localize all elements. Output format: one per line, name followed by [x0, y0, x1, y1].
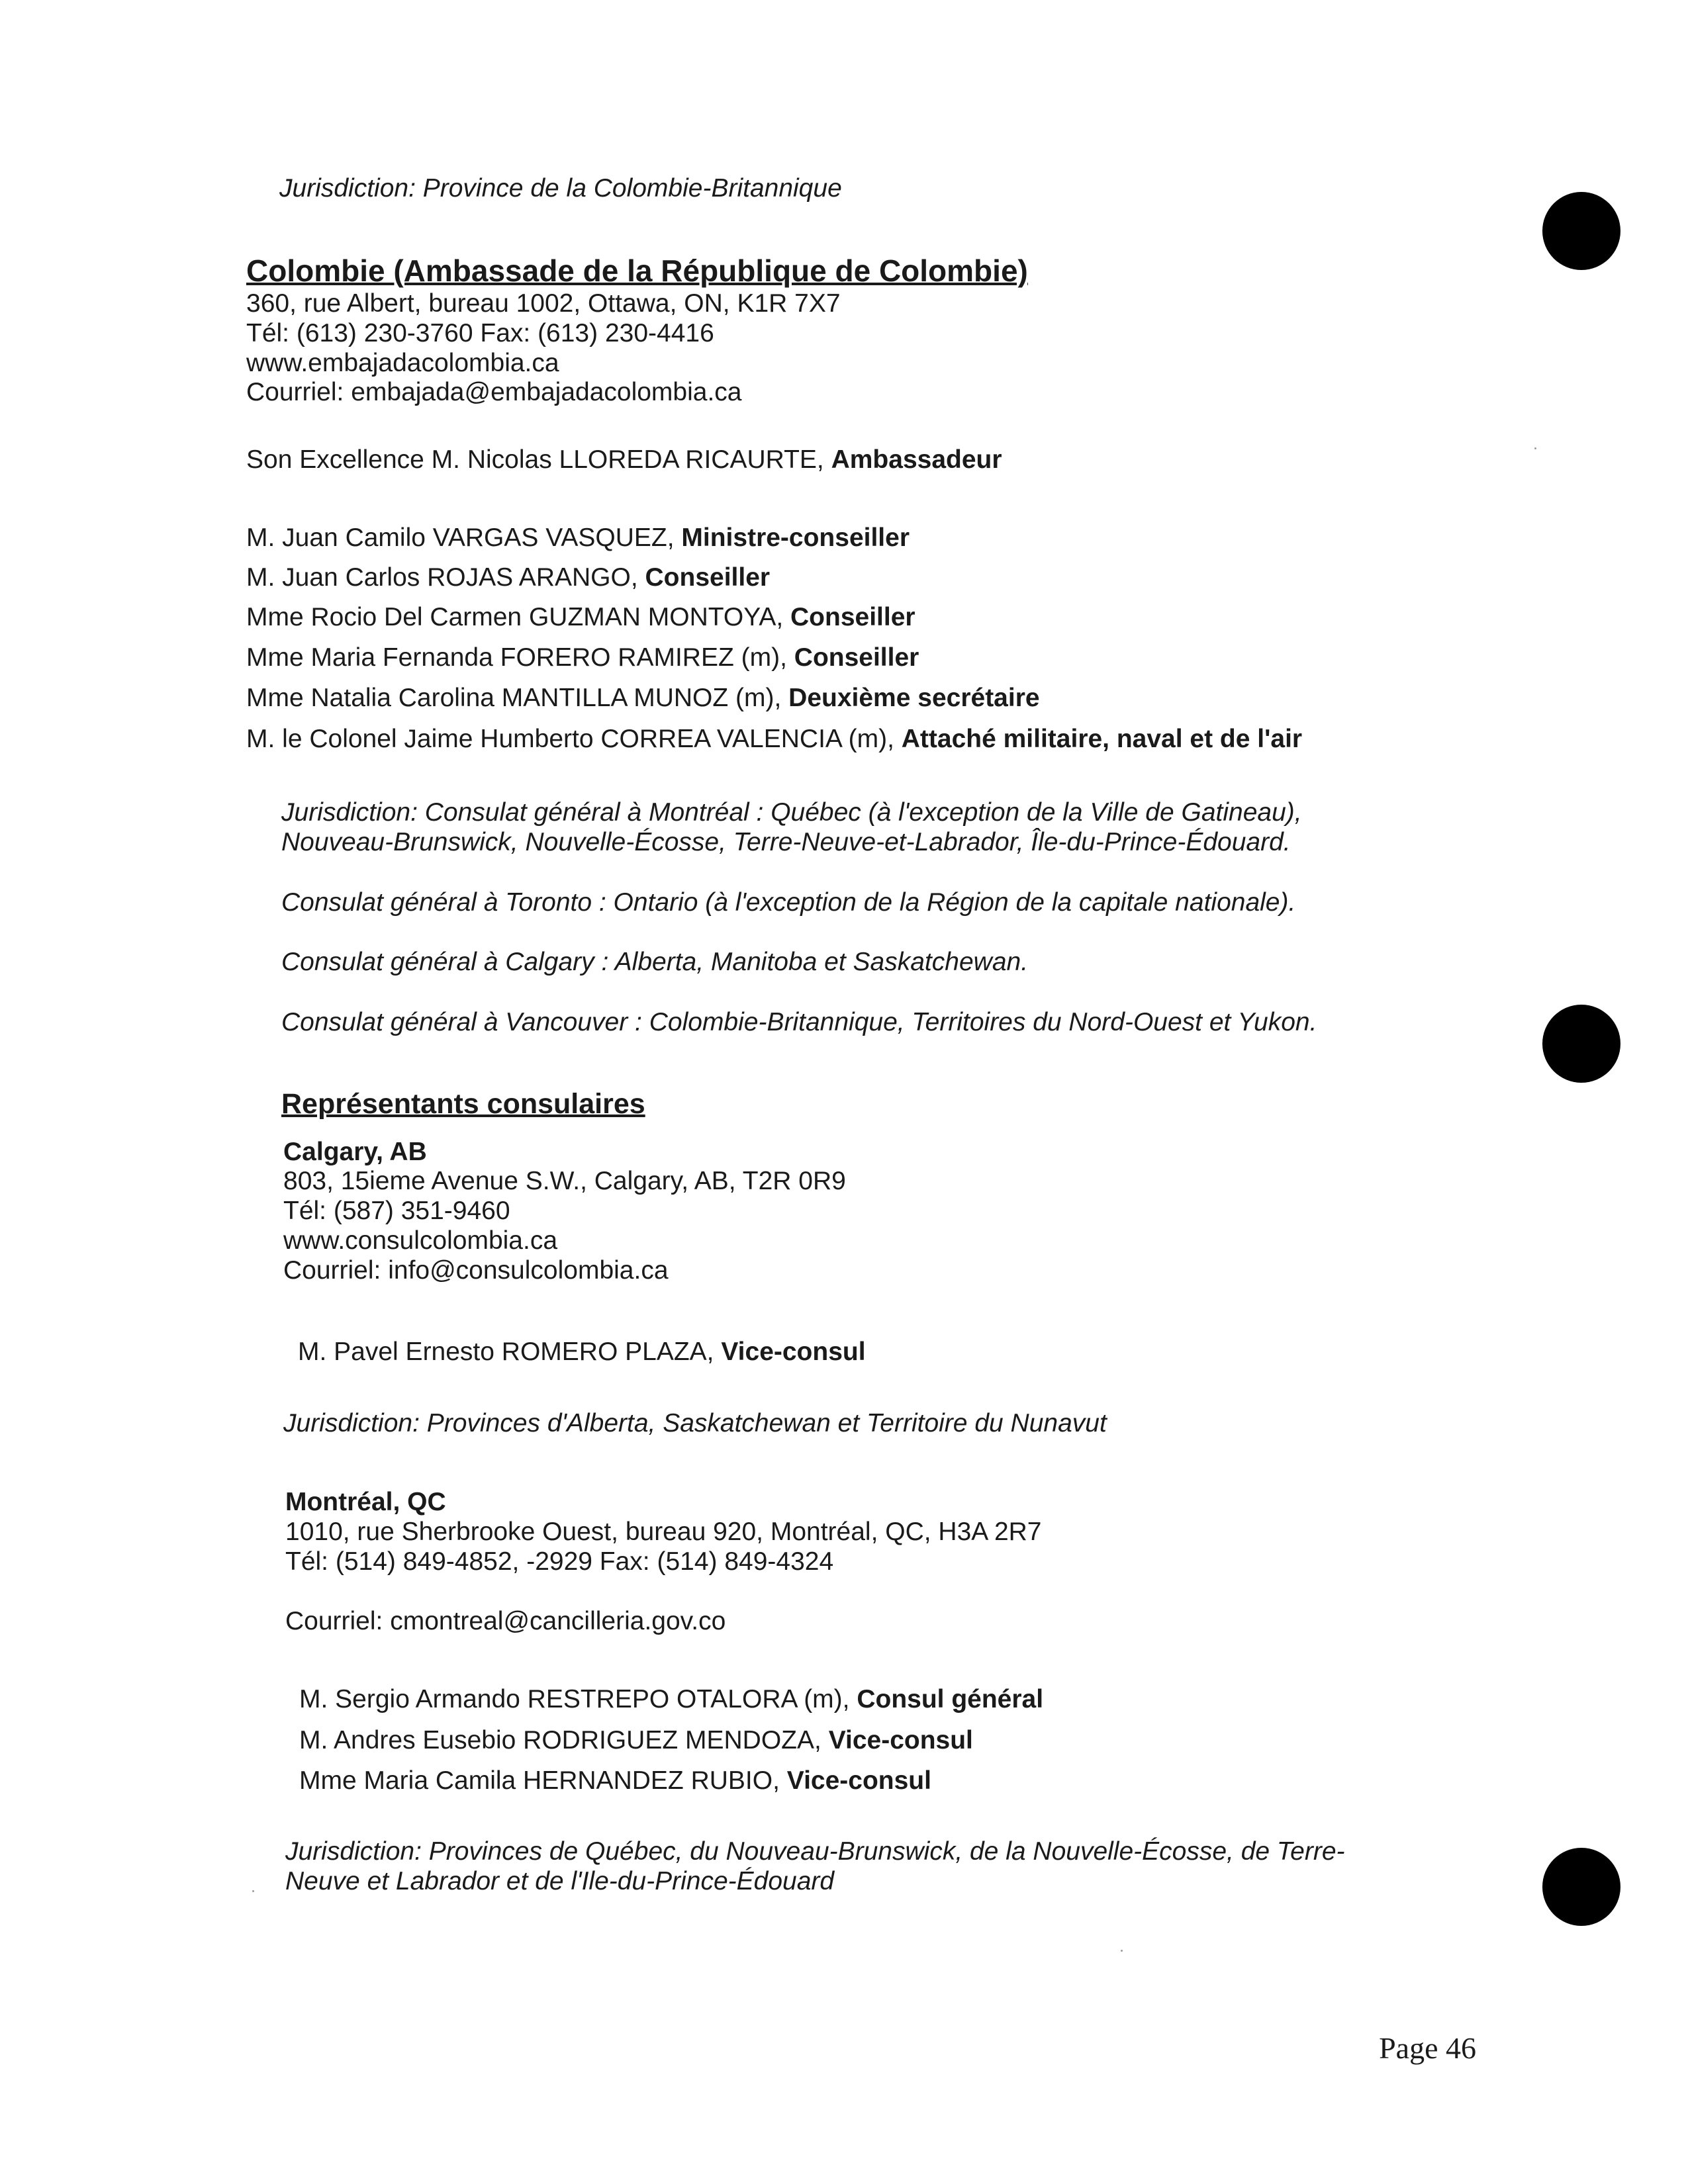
calgary-email: Courriel: info@consulcolombia.ca	[283, 1256, 669, 1285]
staff-title: Vice-consul	[786, 1766, 931, 1795]
embassy-email: Courriel: embajada@embajadacolombia.ca	[246, 378, 742, 406]
embassy-jurisdiction-line: Consulat général à Calgary : Alberta, Manitoba et Saskatchewan.	[281, 948, 1029, 976]
staff-name: Mme Natalia Carolina MANTILLA MUNOZ (m),	[246, 684, 789, 712]
staff-title: Deuxième secrétaire	[788, 684, 1040, 712]
staff-entry	[246, 643, 919, 673]
embassy-phone-fax: Tél: (613) 230-3760 Fax: (613) 230-4416	[246, 319, 714, 347]
staff-name: Mme Maria Camila HERNANDEZ RUBIO,	[299, 1766, 787, 1795]
montreal-staff-entry	[299, 1766, 931, 1796]
staff-title: Vice-consul	[721, 1338, 866, 1366]
staff-name: M. Pavel Ernesto ROMERO PLAZA,	[298, 1338, 722, 1366]
montreal-email: Courriel: cmontreal@cancilleria.gov.co	[285, 1607, 726, 1635]
staff-name: M. Juan Camilo VARGAS VASQUEZ,	[246, 523, 682, 552]
staff-entry	[246, 683, 1040, 713]
staff-title: Conseiller	[645, 563, 771, 592]
staff-name: M. Andres Eusebio RODRIGUEZ MENDOZA,	[299, 1726, 829, 1754]
staff-title: Conseiller	[794, 643, 919, 672]
staff-title: Vice-consul	[828, 1726, 973, 1754]
staff-title: Ministre-conseiller	[681, 523, 910, 552]
embassy-jurisdiction-line: Consulat général à Vancouver : Colombie-Britannique, Territoires du Nord-Ouest et Yukon.	[281, 1008, 1317, 1036]
montreal-staff-entry	[299, 1725, 973, 1756]
staff-name: M. le Colonel Jaime Humberto CORREA VALENCIA (m),	[246, 725, 902, 753]
calgary-city: Calgary, AB	[283, 1138, 427, 1166]
embassy-jurisdiction-line: Consulat général à Toronto : Ontario (à l'exception de la Région de la capitale nationale).	[281, 888, 1296, 917]
staff-name: Mme Rocio Del Carmen GUZMAN MONTOYA,	[246, 603, 791, 631]
staff-entry	[246, 563, 770, 593]
scan-speck	[1534, 447, 1536, 449]
staff-title: Consul général	[857, 1685, 1044, 1713]
page-number: Page 46	[1379, 2031, 1476, 2065]
staff-name: M. Juan Carlos ROJAS ARANGO,	[246, 563, 645, 592]
binder-hole-bottom	[1542, 1848, 1620, 1926]
staff-entry	[246, 523, 910, 553]
binder-hole-top	[1542, 192, 1620, 270]
staff-name: Mme Maria Fernanda FORERO RAMIREZ (m),	[246, 643, 794, 672]
montreal-jurisdiction-line: Jurisdiction: Provinces de Québec, du Nouveau-Brunswick, de la Nouvelle-Écosse, de Terre-	[285, 1837, 1345, 1866]
scan-speck	[252, 1890, 254, 1892]
staff-title: Conseiller	[790, 603, 915, 631]
embassy-jurisdiction-line: Nouveau-Brunswick, Nouvelle-Écosse, Terre-Neuve-et-Labrador, Île-du-Prince-Édouard.	[281, 828, 1291, 856]
scan-speck	[1121, 1950, 1123, 1952]
embassy-address: 360, rue Albert, bureau 1002, Ottawa, ON, K1R 7X7	[246, 289, 841, 318]
calgary-jurisdiction: Jurisdiction: Provinces d'Alberta, Saskatchewan et Territoire du Nunavut	[283, 1409, 1107, 1437]
consular-heading: Représentants consulaires	[281, 1088, 645, 1120]
staff-title: Attaché militaire, naval et de l'air	[901, 725, 1303, 753]
montreal-phone-fax: Tél: (514) 849-4852, -2929 Fax: (514) 849-4324	[285, 1547, 834, 1576]
binder-hole-middle	[1542, 1005, 1620, 1083]
montreal-address: 1010, rue Sherbrooke Ouest, bureau 920, Montréal, QC, H3A 2R7	[285, 1518, 1042, 1546]
montreal-jurisdiction-line: Neuve et Labrador et de l'Ile-du-Prince-Édouard	[285, 1867, 835, 1895]
embassy-website: www.embajadacolombia.ca	[246, 349, 559, 377]
montreal-city: Montréal, QC	[285, 1488, 446, 1516]
montreal-staff-entry	[299, 1684, 1043, 1715]
previous-entry-jurisdiction: Jurisdiction: Province de la Colombie-Britannique	[279, 174, 842, 203]
ambassador-name: Son Excellence M. Nicolas LLOREDA RICAURTE,	[246, 445, 831, 474]
embassy-title: Colombie (Ambassade de la République de Colombie)	[246, 253, 1028, 288]
embassy-jurisdiction-line: Jurisdiction: Consulat général à Montréal : Québec (à l'exception de la Ville de Gatineau),	[281, 798, 1302, 827]
calgary-website: www.consulcolombia.ca	[283, 1226, 558, 1255]
calgary-staff-entry	[298, 1337, 866, 1367]
ambassador-entry	[246, 445, 1002, 475]
calgary-phone: Tél: (587) 351-9460	[283, 1197, 510, 1225]
staff-name: M. Sergio Armando RESTREPO OTALORA (m),	[299, 1685, 857, 1713]
staff-entry	[246, 724, 1302, 754]
calgary-address: 803, 15ieme Avenue S.W., Calgary, AB, T2R 0R9	[283, 1167, 846, 1195]
ambassador-title: Ambassadeur	[831, 445, 1002, 474]
staff-entry	[246, 602, 915, 633]
